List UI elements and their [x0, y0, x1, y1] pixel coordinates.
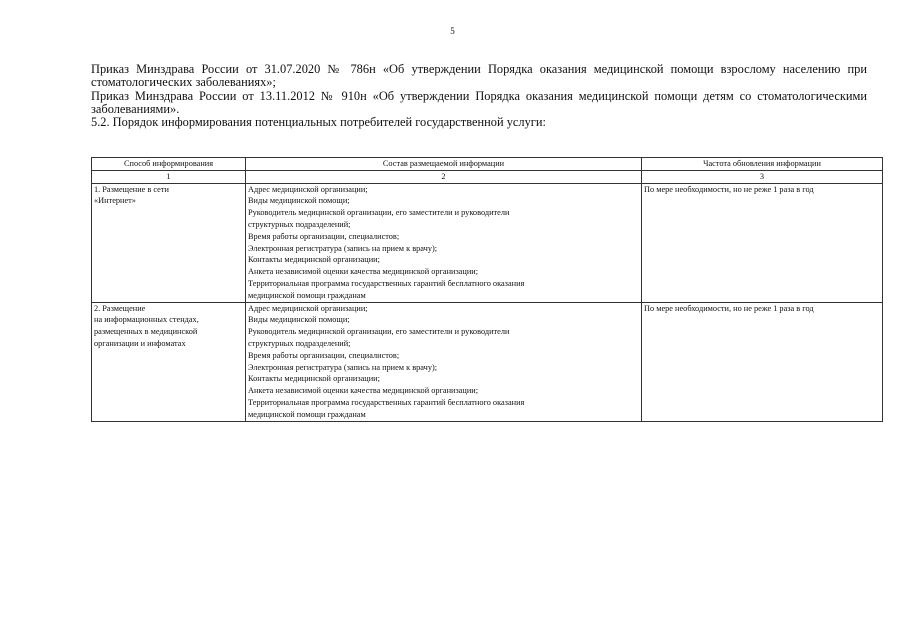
header-frequency: Частота обновления информации	[642, 158, 883, 171]
order-910n-paragraph: Приказ Минздрава России от 13.11.2012 № 910н «Об утверждении Порядка оказания медицинской помощи детям со стоматологическими заболеваниями».	[91, 88, 867, 116]
content-line: Территориальная программа государственных гарантий бесплатного оказания	[248, 397, 525, 407]
content-line: медицинской помощи гражданам	[248, 409, 366, 419]
document-body	[91, 63, 867, 129]
content-line: Контакты медицинской организации;	[248, 255, 380, 265]
method-line: 2. Размещение	[94, 303, 146, 313]
frequency-cell	[642, 302, 883, 421]
information-table	[91, 157, 883, 422]
content-line: Адрес медицинской организации;	[248, 303, 368, 313]
table-body	[92, 183, 883, 421]
content-line: Электронная регистратура (запись на прием к врачу);	[248, 243, 438, 253]
method-cell	[92, 183, 246, 302]
method-line: «Интернет»	[94, 196, 136, 206]
header-content: Состав размещаемой информации	[246, 158, 642, 171]
column-number-row	[92, 170, 883, 183]
content-line: медицинской помощи гражданам	[248, 290, 366, 300]
content-line: Руководитель медицинской организации, его заместители и руководители	[248, 208, 510, 218]
table-row	[92, 183, 883, 302]
column-number-2: 2	[246, 170, 642, 183]
content-line: Адрес медицинской организации;	[248, 184, 368, 194]
method-line: размещенных в медицинской	[94, 327, 198, 337]
table-header-row	[92, 158, 883, 171]
frequency-text: По мере необходимости, но не реже 1 раза в год	[644, 303, 814, 313]
content-line: Виды медицинской помощи;	[248, 315, 350, 325]
page-number: 5	[450, 26, 455, 36]
content-line: структурных подразделений;	[248, 219, 351, 229]
method-line: 1. Размещение в сети	[94, 184, 169, 194]
content-line: Руководитель медицинской организации, его заместители и руководители	[248, 327, 510, 337]
table-row	[92, 302, 883, 421]
content-cell	[246, 302, 642, 421]
frequency-text: По мере необходимости, но не реже 1 раза в год	[644, 184, 814, 194]
content-cell	[246, 183, 642, 302]
frequency-cell	[642, 183, 883, 302]
header-method: Способ информирования	[92, 158, 246, 171]
content-line: Контакты медицинской организации;	[248, 374, 380, 384]
column-number-1: 1	[92, 170, 246, 183]
method-line: на информационных стендах,	[94, 315, 199, 325]
column-number-3: 3	[642, 170, 883, 183]
content-line: Время работы организации, специалистов;	[248, 231, 400, 241]
content-line: Территориальная программа государственных гарантий бесплатного оказания	[248, 278, 525, 288]
order-786n-paragraph: Приказ Минздрава России от 31.07.2020 № 786н «Об утверждении Порядка оказания медицинской помощи взрослому населению при стоматологических заболеваниях»;	[91, 62, 867, 90]
method-line: организации и инфоматах	[94, 338, 186, 348]
section-heading: 5.2. Порядок информирования потенциальных потребителей государственной услуги:	[91, 115, 546, 130]
content-line: Анкета независимой оценки качества медицинской организации;	[248, 267, 479, 277]
content-line: Время работы организации, специалистов;	[248, 350, 400, 360]
content-line: Анкета независимой оценки качества медицинской организации;	[248, 386, 479, 396]
content-line: структурных подразделений;	[248, 338, 351, 348]
method-cell	[92, 302, 246, 421]
content-line: Виды медицинской помощи;	[248, 196, 350, 206]
content-line: Электронная регистратура (запись на прием к врачу);	[248, 362, 438, 372]
